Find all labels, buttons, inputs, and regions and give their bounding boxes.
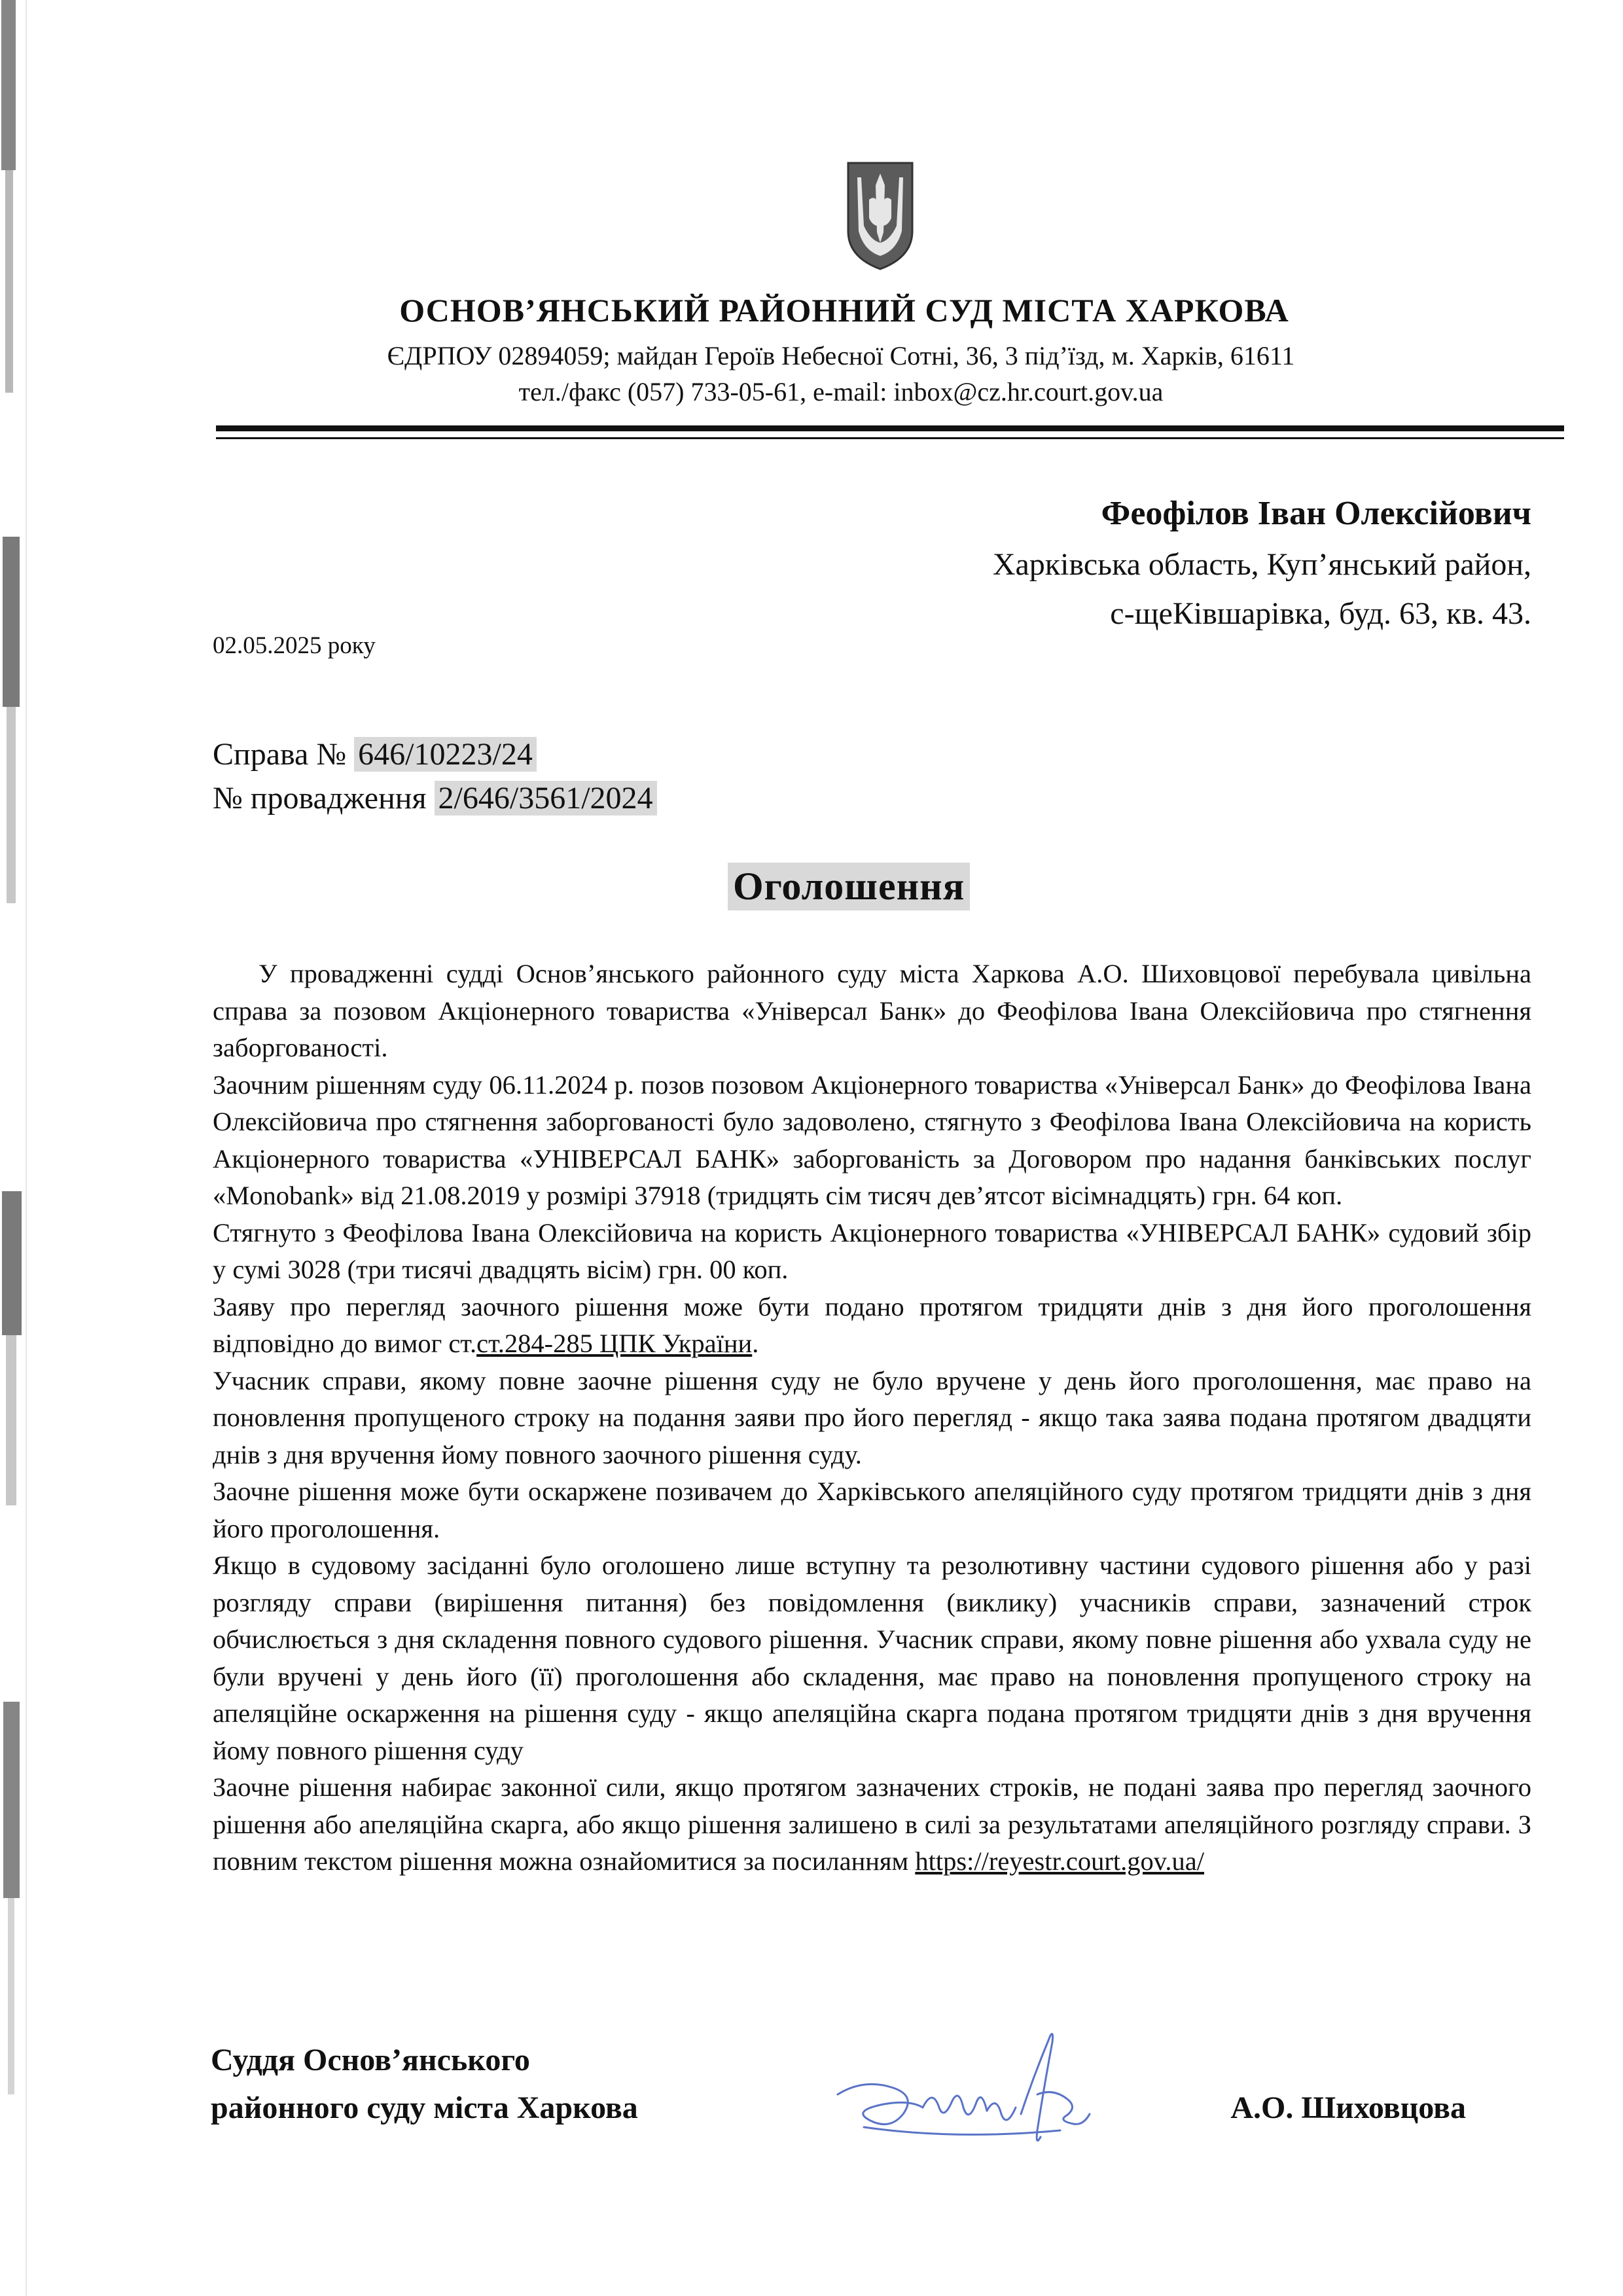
paragraph-legal-force: [213, 1769, 1531, 1880]
ukraine-trident-emblem-icon: [844, 160, 916, 272]
proceeding-number: 2/646/3561/2024: [435, 781, 657, 816]
paragraph-renewal-term: Учасник справи, якому повне заочне рішення суду не було вручене у день його проголошення, має право на поновлення пропущеного строку на подання заяви про його перегляд - якщо така заява подана протягом двадцяти днів з дня вручення йому повного заочного рішення суду.: [213, 1365, 1531, 1469]
judge-title-line2: районного суду міста Харкова: [211, 2090, 638, 2125]
recipient-address-line2: с-щеКівшарівка, буд. 63, кв. 43.: [1110, 596, 1531, 631]
paragraph-appeal: Заочне рішення може бути оскаржене позивачем до Харківського апеляційного суду протягом тридцяти днів з дня його проголошення.: [213, 1477, 1531, 1543]
case-number-label: Справа №: [213, 737, 347, 772]
paragraph-proceeding: У провадженні судді Основ’янського районного суду міста Харкова А.О. Шиховцової перебувала цивільна справа за позовом Акціонерного товариства «Універсал Банк» до Феофілова Івана Олексійовича про стягнення заборгованості.: [213, 959, 1531, 1062]
recipient-address-line1: Харківська область, Куп’янський район,: [992, 547, 1531, 582]
header-divider-thick: [216, 425, 1564, 431]
handwritten-signature: [825, 2016, 1113, 2166]
recipient-name: Феофілов Іван Олексійович: [1101, 495, 1531, 532]
proceeding-number-label: № провадження: [213, 781, 427, 816]
legal-force-text: Заочне рішення набирає законної сили, якщо протягом зазначених строків, не подані заява про перегляд заочного рішення або апеляційна скарга, або якщо рішення залишено в силі за результатами апеляційного розгляду справи. З повним текстом рішення можна ознайомитися за посиланням: [213, 1772, 1531, 1876]
paragraph-court-fee: Стягнуто з Феофілова Івана Олексійовича на користь Акціонерного товариства «УНІВЕРСАЛ БАНК» судовий збір у сумі 3028 (три тисячі двадцять вісім) грн. 00 коп.: [213, 1217, 1531, 1284]
header-divider-thin: [216, 437, 1564, 439]
court-contacts: тел./факс (057) 733-05-61, e-mail: inbox@cz.hr.court.gov.ua: [518, 377, 1164, 406]
court-name: ОСНОВ’ЯНСЬКИЙ РАЙОННИЙ СУД МІСТА ХАРКОВА: [399, 292, 1289, 329]
review-text-end: .: [752, 1329, 759, 1358]
case-number: 646/10223/24: [354, 737, 537, 772]
judge-title-line1: Суддя Основ’янського: [211, 2043, 530, 2077]
paragraph-appeal-term: Якщо в судовому засіданні було оголошено лише вступну та резолютивну частини судового рішення або у разі розгляду справи (вирішення питання) без повідомлення (виклику) учасників справи, зазначений строк обчислюється з дня складення повного судового рішення. Учасник справи, якому повне рішення або ухвала суду не були вручені у день його (її) проголошення або складення, має право на поновлення пропущеного строку на апеляційне оскарження на рішення суду - якщо апеляційна скарга подана протягом тридцяти днів з дня вручення йому повного рішення суду: [213, 1551, 1531, 1765]
case-number-row: [213, 736, 537, 772]
paragraph-review-application: [213, 1289, 1531, 1363]
court-address: ЄДРПОУ 02894059; майдан Героїв Небесної Сотні, 36, 3 під’їзд, м. Харків, 61611: [387, 341, 1295, 370]
cpc-articles-link[interactable]: ст.284-285 ЦПК України: [476, 1329, 753, 1358]
paragraph-default-judgment: Заочним рішенням суду 06.11.2024 р. позов позовом Акціонерного товариства «Універсал Банк» до Феофілова Івана Олексійовича про стягнення заборгованості було задоволено, стягнуто з Феофілова Івана Олексійовича на користь Акціонерного товариства «УНІВЕРСАЛ БАНК» заборгованість за Договором про надання банківських послуг «Monobank» від 21.08.2019 у розмірі 37918 (тридцять сім тисяч дев’ятсот вісімнадцять) грн. 64 коп.: [213, 1069, 1531, 1210]
proceeding-number-row: [213, 780, 657, 816]
judge-name: А.О. Шиховцова: [1230, 2090, 1466, 2125]
review-text: Заяву про перегляд заочного рішення може бути подано протягом тридцяти днів з дня його проголошення відповідно до вимог ст.: [213, 1291, 1531, 1358]
document-date: 02.05.2025 року: [213, 632, 376, 659]
document-title: Оголошення: [728, 863, 970, 910]
registry-link[interactable]: https://reyestr.court.gov.ua/: [915, 1846, 1204, 1876]
notice-body: [213, 956, 1531, 1880]
